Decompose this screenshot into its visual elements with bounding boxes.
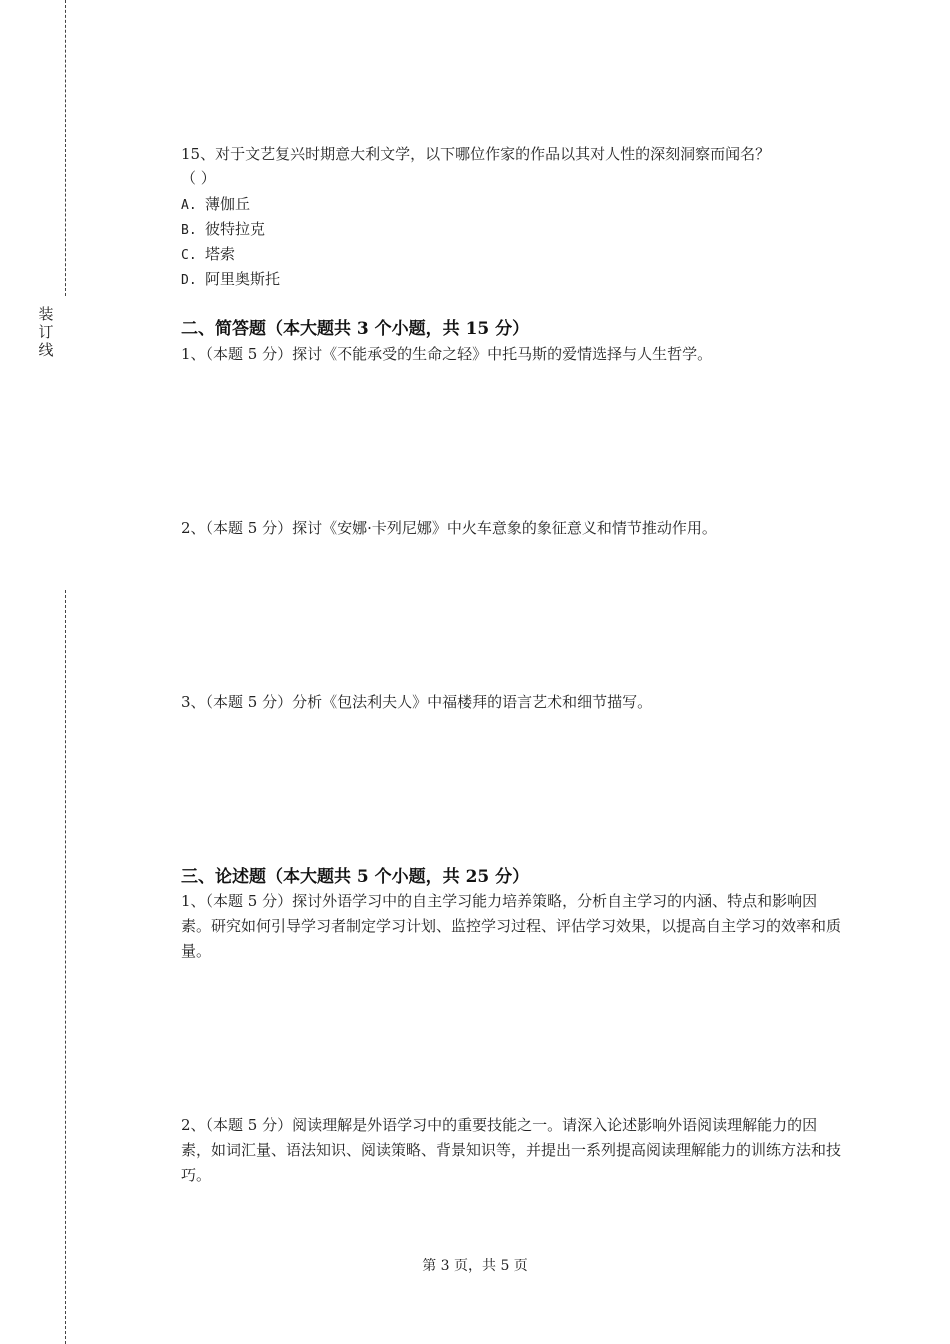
option-b — [181, 217, 265, 243]
question-15-bracket: （ ） — [181, 169, 216, 187]
short-answer-question-2: 2、（本题 5 分）探讨《安娜·卡列尼娜》中火车意象的象征意义和情节推动作用。 — [181, 519, 717, 537]
section-3-title: 三、论述题（本大题共 5 个小题，共 25 分） — [181, 867, 530, 887]
section-2-title: 二、简答题（本大题共 3 个小题，共 15 分） — [181, 319, 530, 339]
essay-question-2: 2、（本题 5 分）阅读理解是外语学习中的重要技能之一。请深入论述影响外语阅读理解能力的因素，如词汇量、语法知识、阅读策略、背景知识等，并提出一系列提高阅读理解能力的训练方法和技巧。 — [181, 1116, 842, 1184]
option-text: 彼特拉克 — [205, 220, 266, 238]
option-letter: A. — [181, 198, 197, 213]
option-letter: C. — [181, 248, 197, 263]
option-d — [181, 267, 280, 293]
short-answer-question-3: 3、（本题 5 分）分析《包法利夫人》中福楼拜的语言艺术和细节描写。 — [181, 693, 653, 711]
option-text: 薄伽丘 — [205, 195, 251, 213]
option-letter: B. — [181, 223, 197, 238]
page-number: 第 3 页，共 5 页 — [422, 1258, 528, 1274]
short-answer-question-1: 1、（本题 5 分）探讨《不能承受的生命之轻》中托马斯的爱情选择与人生哲学。 — [181, 345, 713, 363]
option-text: 塔索 — [205, 245, 236, 263]
option-text: 阿里奥斯托 — [205, 270, 281, 288]
option-a — [181, 192, 250, 218]
binding-label: 装订线 — [38, 305, 54, 359]
binding-dashed-line — [65, 590, 66, 1344]
binding-dashed-line — [65, 0, 66, 296]
question-15-stem: 15、对于文艺复兴时期意大利文学，以下哪位作家的作品以其对人性的深刻洞察而闻名？ — [181, 145, 771, 163]
option-letter: D. — [181, 273, 197, 288]
option-c — [181, 242, 235, 268]
essay-question-1: 1、（本题 5 分）探讨外语学习中的自主学习能力培养策略，分析自主学习的内涵、特点和影响因素。研究如何引导学习者制定学习计划、监控学习过程、评估学习效果，以提高自主学习的效率和质量。 — [181, 892, 842, 960]
